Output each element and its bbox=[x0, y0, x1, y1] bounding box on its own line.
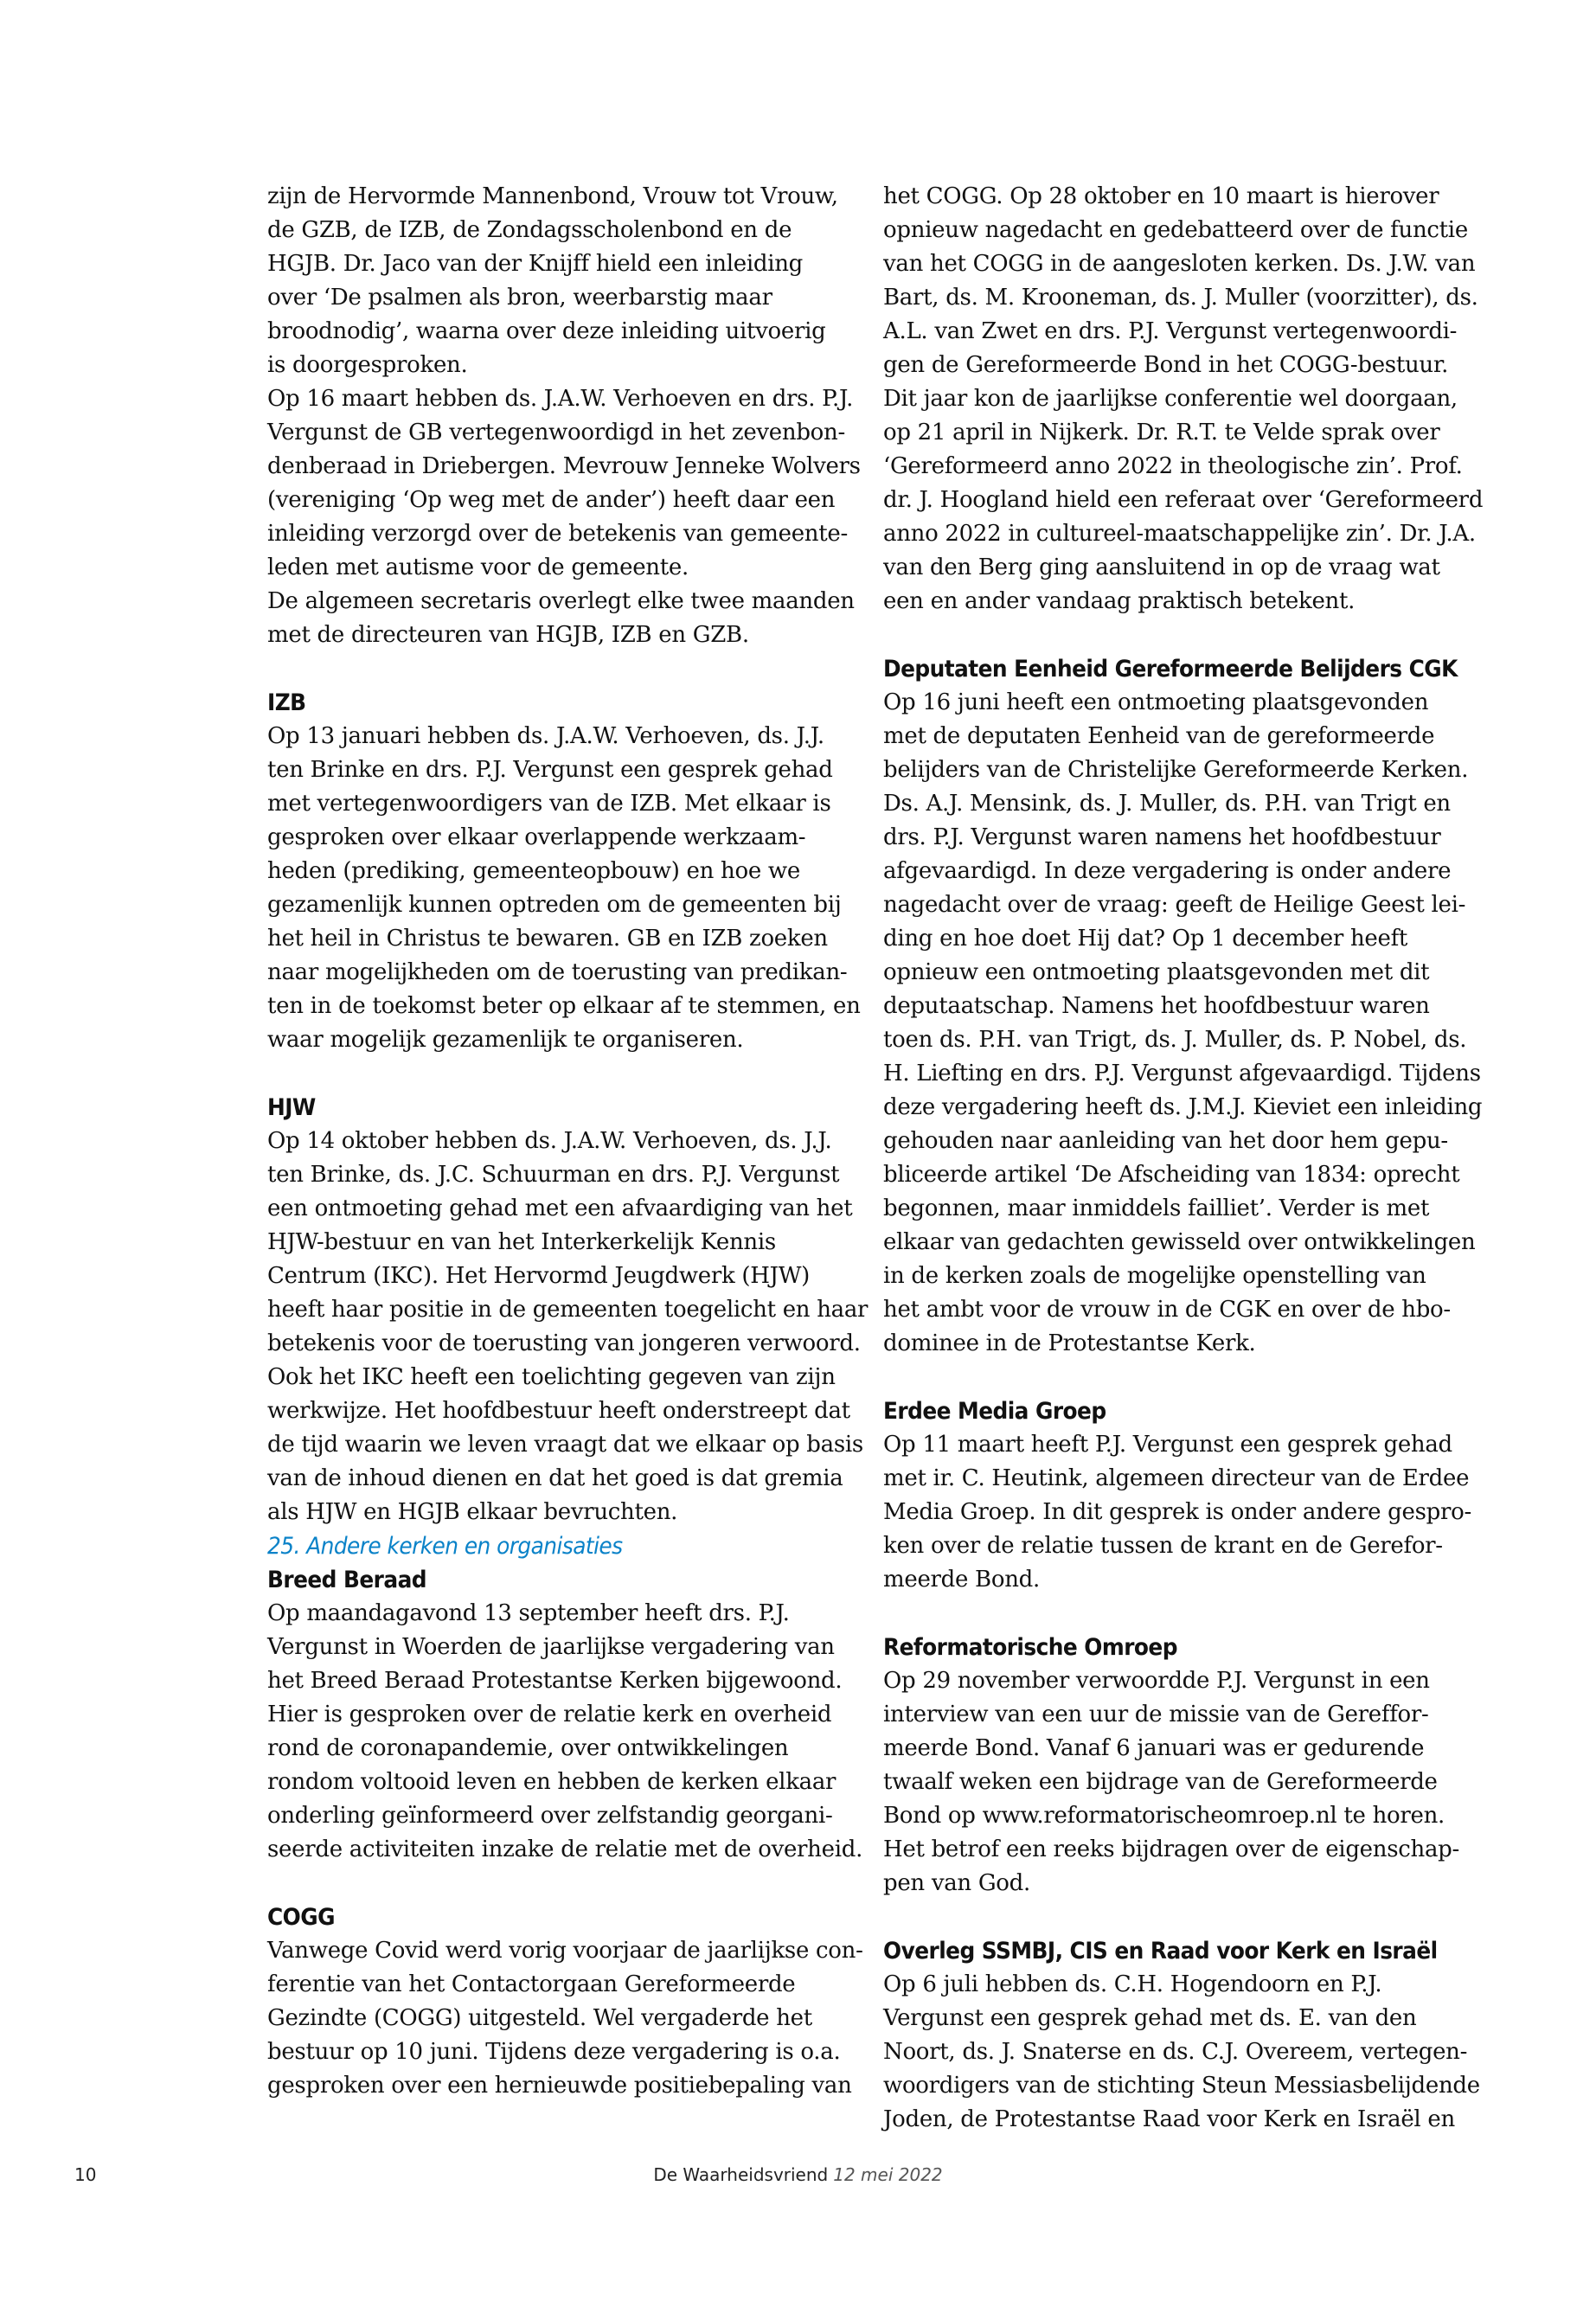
overleg-block bbox=[883, 1968, 1480, 2137]
text-line: naar mogelijkheden om de toerusting van predikan- bbox=[267, 959, 848, 985]
heading-hjw: HJW bbox=[267, 1094, 316, 1121]
text-line: Noort, ds. J. Snaterse en ds. C.J. Overeem, vertegen- bbox=[883, 2039, 1468, 2065]
text-line: broodnodig’, waarna over deze inleiding uitvoerig bbox=[267, 318, 826, 344]
text-line: denberaad in Driebergen. Mevrouw Jenneke Wolvers bbox=[267, 453, 861, 479]
erdee-block bbox=[883, 1428, 1471, 1597]
text-line: begonnen, maar inmiddels failliet’. Verder is met bbox=[883, 1195, 1430, 1221]
text-line: Bart, ds. M. Krooneman, ds. J. Muller (voorzitter), ds. bbox=[883, 285, 1478, 311]
publication-name: De Waarheidsvriend bbox=[653, 2164, 829, 2185]
text-line: A.L. van Zwet en drs. P.J. Vergunst vertegenwoordi- bbox=[883, 318, 1458, 344]
text-line: Op 6 juli hebben ds. C.H. Hogendoorn en P.J. bbox=[883, 1971, 1382, 1997]
text-line: leden met autisme voor de gemeente. bbox=[267, 554, 689, 580]
text-line: op 21 april in Nijkerk. Dr. R.T. te Velde sprak over bbox=[883, 420, 1440, 445]
text-line: meerde Bond. bbox=[883, 1567, 1040, 1593]
text-line: meerde Bond. Vanaf 6 januari was er gedurende bbox=[883, 1735, 1425, 1761]
text-line: werkwijze. Het hoofdbestuur heeft onderstreept dat bbox=[267, 1398, 850, 1424]
text-line: Vergunst in Woerden de jaarlijkse vergadering van bbox=[267, 1634, 835, 1660]
text-line: gezamenlijk kunnen optreden om de gemeenten bij bbox=[267, 892, 842, 918]
text-line: van den Berg ging aansluitend in op de vraag wat bbox=[883, 554, 1440, 580]
text-line: heeft haar positie in de gemeenten toegelicht en haar bbox=[267, 1297, 869, 1323]
text-line: Joden, de Protestantse Raad voor Kerk en Israël en bbox=[883, 2106, 1455, 2132]
text-line: als HJW en HGJB elkaar bevruchten. bbox=[267, 1499, 678, 1525]
text-line: seerde activiteiten inzake de relatie met de overheid. bbox=[267, 1836, 863, 1862]
text-line: belijders van de Christelijke Gereformeerde Kerken. bbox=[883, 757, 1469, 783]
text-line: Dit jaar kon de jaarlijkse conferentie wel doorgaan, bbox=[883, 386, 1458, 412]
heading-breed-beraad: Breed Beraad bbox=[267, 1567, 427, 1593]
text-line: dominee in de Protestantse Kerk. bbox=[883, 1330, 1256, 1356]
text-line: een ontmoeting gehad met een afvaardiging van het bbox=[267, 1195, 853, 1221]
text-line: De algemeen secretaris overlegt elke twee maanden bbox=[267, 588, 855, 614]
cogg-block bbox=[267, 1934, 863, 2103]
text-line: afgevaardigd. In deze vergadering is onder andere bbox=[883, 858, 1452, 884]
page-number: 10 bbox=[74, 2164, 97, 2185]
text-line: Media Groep. In dit gesprek is onder andere gespro- bbox=[883, 1499, 1471, 1525]
text-line: Op 16 juni heeft een ontmoeting plaatsgevonden bbox=[883, 689, 1429, 715]
text-line: Gezindte (COGG) uitgesteld. Wel vergaderde het bbox=[267, 2005, 812, 2031]
text-line: ken over de relatie tussen de krant en de Gerefor- bbox=[883, 1533, 1443, 1559]
text-line: gesproken over elkaar overlappende werkzaam- bbox=[267, 824, 806, 850]
text-line: anno 2022 in cultureel-maatschappelijke zin’. Dr. J.A. bbox=[883, 521, 1476, 547]
text-line: Op 11 maart heeft P.J. Vergunst een gesprek gehad bbox=[883, 1432, 1452, 1458]
text-line: HJW-bestuur en van het Interkerkelijk Kennis bbox=[267, 1229, 776, 1255]
text-line: pen van God. bbox=[883, 1870, 1030, 1896]
text-line: ten Brinke en drs. P.J. Vergunst een gesprek gehad bbox=[267, 757, 833, 783]
text-line: deze vergadering heeft ds. J.M.J. Kieviet een inleiding bbox=[883, 1094, 1483, 1120]
text-line: een en ander vandaag praktisch betekent. bbox=[883, 588, 1356, 614]
heading-izb: IZB bbox=[267, 689, 306, 716]
text-line: onderling geïnformeerd over zelfstandig georgani- bbox=[267, 1803, 833, 1829]
text-line: gehouden naar aanleiding van het door hem gepu- bbox=[883, 1128, 1448, 1154]
text-line: Ds. A.J. Mensink, ds. J. Muller, ds. P.H. van Trigt en bbox=[883, 791, 1451, 817]
text-line: de tijd waarin we leven vraagt dat we elkaar op basis bbox=[267, 1432, 863, 1458]
text-line: Ook het IKC heeft een toelichting gegeven van zijn bbox=[267, 1364, 836, 1390]
text-line: nagedacht over de vraag: geeft de Heilige Geest lei- bbox=[883, 892, 1466, 918]
text-line: bliceerde artikel ‘De Afscheiding van 1834: oprecht bbox=[883, 1162, 1460, 1188]
right-column bbox=[883, 180, 1484, 2137]
text-line: Op 16 maart hebben ds. J.A.W. Verhoeven en drs. P.J. bbox=[267, 386, 854, 412]
deputaten-block bbox=[883, 686, 1483, 1361]
text-line: ding en hoe doet Hij dat? Op 1 december heeft bbox=[883, 926, 1408, 952]
text-line: Vergunst de GB vertegenwoordigd in het zevenbon- bbox=[267, 420, 845, 445]
text-line: Vergunst een gesprek gehad met ds. E. van den bbox=[883, 2005, 1417, 2031]
text-line: Op 14 oktober hebben ds. J.A.W. Verhoeven, ds. J.J. bbox=[267, 1128, 832, 1154]
footer-publication bbox=[0, 2163, 1596, 2187]
text-line: rondom voltooid leven en hebben de kerken elkaar bbox=[267, 1769, 836, 1795]
text-line: woordigers van de stichting Steun Messiasbelijdende bbox=[883, 2073, 1480, 2099]
heading-overleg: Overleg SSMBJ, CIS en Raad voor Kerk en Israël bbox=[883, 1938, 1438, 1965]
text-line: (vereniging ‘Op weg met de ander’) heeft daar een bbox=[267, 487, 836, 513]
text-line: waar mogelijk gezamenlijk te organiseren. bbox=[267, 1027, 744, 1053]
text-line: met de directeuren van HGJB, IZB en GZB. bbox=[267, 622, 749, 648]
section-heading: 25. Andere kerken en organisaties bbox=[267, 1533, 623, 1560]
text-line: van de inhoud dienen en dat het goed is dat gremia bbox=[267, 1465, 843, 1491]
heading-erdee: Erdee Media Groep bbox=[883, 1398, 1106, 1425]
text-line: in de kerken zoals de mogelijke openstelling van bbox=[883, 1263, 1426, 1289]
publication-date: 12 mei 2022 bbox=[833, 2164, 943, 2185]
text-line: drs. P.J. Vergunst waren namens het hoofdbestuur bbox=[883, 824, 1441, 850]
text-line: Op 13 januari hebben ds. J.A.W. Verhoeven, ds. J.J. bbox=[267, 723, 824, 749]
text-line: ten in de toekomst beter op elkaar af te stemmen, en bbox=[267, 993, 861, 1019]
text-line: ten Brinke, ds. J.C. Schuurman en drs. P.J. Vergunst bbox=[267, 1162, 840, 1188]
text-line: dr. J. Hoogland hield een referaat over ‘Gereformeerd bbox=[883, 487, 1484, 513]
text-line: het ambt voor de vrouw in de CGK en over de hbo- bbox=[883, 1297, 1451, 1323]
text-line: opnieuw een ontmoeting plaatsgevonden met dit bbox=[883, 959, 1430, 985]
text-line: Op maandagavond 13 september heeft drs. P.J. bbox=[267, 1600, 790, 1626]
text-line: ferentie van het Contactorgaan Gereformeerde bbox=[267, 1971, 796, 1997]
heading-omroep: Reformatorische Omroep bbox=[883, 1634, 1177, 1661]
text-line: toen ds. P.H. van Trigt, ds. J. Muller, ds. P. Nobel, ds. bbox=[883, 1027, 1467, 1053]
text-line: met de deputaten Eenheid van de gereformeerde bbox=[883, 723, 1435, 749]
text-line: van het COGG in de aangesloten kerken. Ds. J.W. van bbox=[883, 251, 1476, 277]
text-line: Centrum (IKC). Het Hervormd Jeugdwerk (HJW) bbox=[267, 1263, 811, 1289]
text-line: H. Liefting en drs. P.J. Vergunst afgevaardigd. Tijdens bbox=[883, 1061, 1481, 1086]
text-line: ‘Gereformeerd anno 2022 in theologische zin’. Prof. bbox=[883, 453, 1463, 479]
breed-beraad-block bbox=[267, 1597, 863, 1867]
text-line: gesproken over een hernieuwde positiebepaling van bbox=[267, 2073, 852, 2099]
text-line: Hier is gesproken over de relatie kerk en overheid bbox=[267, 1702, 832, 1727]
text-line: de GZB, de IZB, de Zondagsscholenbond en de bbox=[267, 217, 792, 243]
text-line: opnieuw nagedacht en gedebatteerd over de functie bbox=[883, 217, 1468, 243]
heading-deputaten: Deputaten Eenheid Gereformeerde Belijders CGK bbox=[883, 656, 1458, 683]
text-line: met ir. C. Heutink, algemeen directeur van de Erdee bbox=[883, 1465, 1470, 1491]
text-line: Bond op www.reformatorischeomroep.nl te horen. bbox=[883, 1803, 1445, 1829]
text-line: is doorgesproken. bbox=[267, 352, 468, 378]
text-line: rond de coronapandemie, over ontwikkelingen bbox=[267, 1735, 789, 1761]
text-line: elkaar van gedachten gewisseld over ontwikkelingen bbox=[883, 1229, 1476, 1255]
text-line: zijn de Hervormde Mannenbond, Vrouw tot Vrouw, bbox=[267, 183, 838, 209]
intro-block bbox=[267, 180, 861, 652]
text-line: met vertegenwoordigers van de IZB. Met elkaar is bbox=[267, 791, 831, 817]
text-line: gen de Gereformeerde Bond in het COGG-bestuur. bbox=[883, 352, 1449, 378]
text-line: het COGG. Op 28 oktober en 10 maart is hierover bbox=[883, 183, 1439, 209]
text-line: het Breed Beraad Protestantse Kerken bijgewoond. bbox=[267, 1668, 843, 1694]
text-line: heden (prediking, gemeenteopbouw) en hoe we bbox=[267, 858, 800, 884]
text-line: HGJB. Dr. Jaco van der Knijff hield een inleiding bbox=[267, 251, 804, 277]
text-line: het heil in Christus te bewaren. GB en IZB zoeken bbox=[267, 926, 828, 952]
text-line: Op 29 november verwoordde P.J. Vergunst in een bbox=[883, 1668, 1430, 1694]
text-line: interview van een uur de missie van de Gereffor- bbox=[883, 1702, 1429, 1727]
text-line: Het betrof een reeks bijdragen over de eigenschap- bbox=[883, 1836, 1459, 1862]
omroep-block bbox=[883, 1664, 1463, 1900]
left-column bbox=[267, 180, 869, 2103]
heading-cogg: COGG bbox=[267, 1904, 335, 1931]
text-line: twaalf weken een bijdrage van de Gereformeerde bbox=[883, 1769, 1438, 1795]
izb-block bbox=[267, 720, 861, 1057]
hjw-block bbox=[267, 1125, 869, 1529]
text-line: inleiding verzorgd over de betekenis van gemeente- bbox=[267, 521, 848, 547]
text-line: Vanwege Covid werd vorig voorjaar de jaarlijkse con- bbox=[267, 1938, 863, 1964]
text-line: betekenis voor de toerusting van jongeren verwoord. bbox=[267, 1330, 861, 1356]
text-line: bestuur op 10 juni. Tijdens deze vergadering is o.a. bbox=[267, 2039, 841, 2065]
text-line: over ‘De psalmen als bron, weerbarstig maar bbox=[267, 285, 772, 311]
cogg-continued-block bbox=[883, 180, 1484, 619]
text-line: deputaatschap. Namens het hoofdbestuur waren bbox=[883, 993, 1430, 1019]
